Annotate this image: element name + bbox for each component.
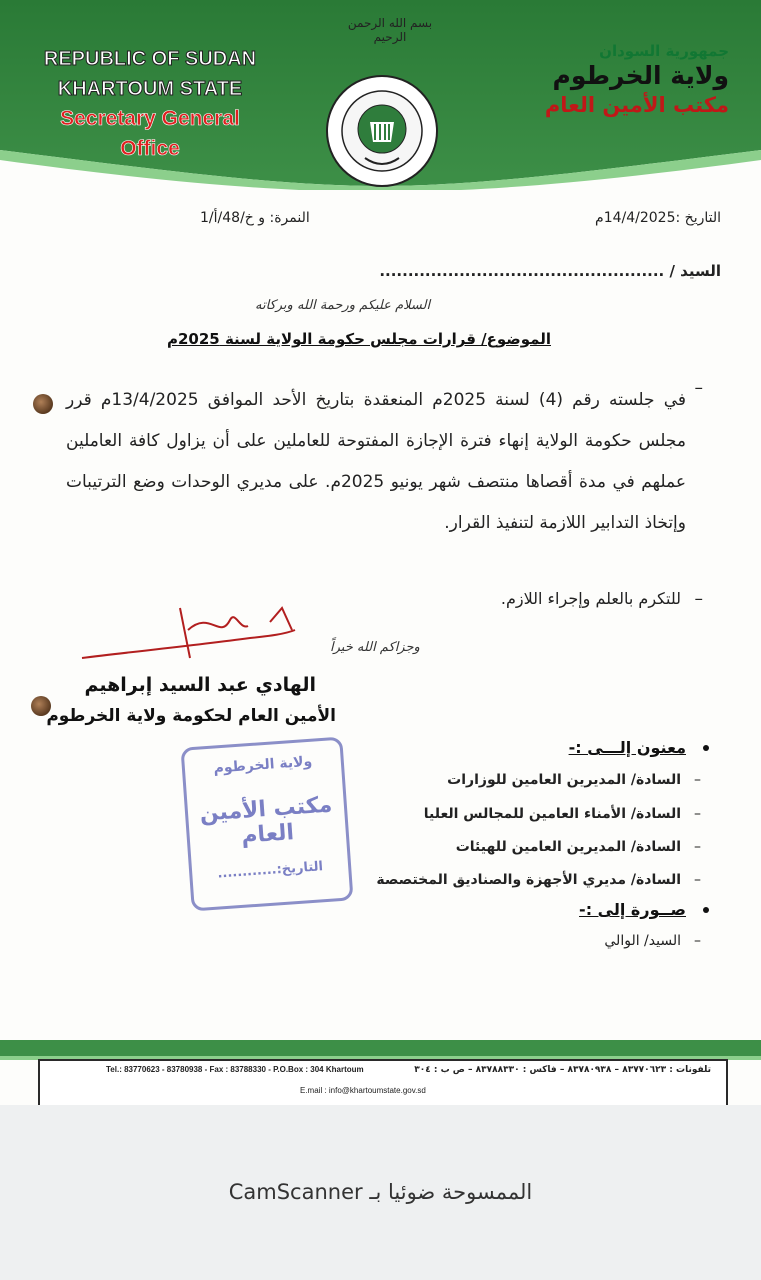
arabic-header — [509, 42, 729, 118]
footer-email: E.mail : info@khartoumstate.gov.sd — [300, 1086, 426, 1095]
addressed-to-item: السادة/ الأمناء العامين للمجالس العليا — [423, 806, 681, 822]
signatory-title: الأمين العام لحكومة ولاية الخرطوم — [46, 706, 336, 726]
en-state: KHARTOUM STATE — [57, 78, 243, 100]
bullet — [703, 745, 709, 751]
copy-to-item: السيد/ الوالي — [604, 933, 681, 949]
stamp-date: التاريخ:............ — [216, 859, 324, 882]
addressee-line: السيد / .................................................. — [379, 262, 721, 280]
signatory-name: الهادي عبد السيد إبراهيم — [84, 674, 316, 696]
camscanner-label: الممسوحة ضوئيا بـ CamScanner — [228, 1180, 533, 1204]
addressed-to-item: السادة/ المديرين العامين للوزارات — [447, 772, 681, 788]
dash-marker: – — [694, 872, 701, 888]
dash-marker: – — [694, 806, 701, 822]
closing-line: وجزاكم الله خيراً — [330, 640, 420, 655]
dash-marker: – — [694, 839, 701, 855]
copy-to-title: صــورة إلى :- — [579, 900, 686, 919]
dash-marker: – — [694, 933, 701, 949]
bismillah: بسم الله الرحمن الرحيم — [347, 16, 433, 44]
letter-date: التاريخ :14/4/2025م — [595, 210, 721, 226]
decision-paragraph: في جلسته رقم (4) لسنة 2025م المنعقدة بتاريخ الأحد الموافق 13/4/2025م قرر مجلس حكومة الولاية إنهاء فترة الإجازة المفتوحة للعاملين على أن يزاول كافة العاملين عملهم في مدة أقصاها منتصف شهر يونيو 2025م. على مديري الوحدات وضع الترتيبات وإتخاذ التدابير اللازمة لتنفيذ القرار. — [66, 390, 686, 533]
footer-contact-ar: تلفونات : ٨٣٧٧٠٦٢٣ – ٨٣٧٨٠٩٣٨ – فاكس : ٨٣٧٨٨٣٣٠ – ص ب : ٣٠٤ — [414, 1065, 711, 1075]
dash-marker: – — [694, 378, 703, 398]
en-office: Secretary General Office — [60, 107, 240, 160]
dash-marker: – — [694, 772, 701, 788]
dash-marker: – — [694, 589, 703, 609]
ar-office: مكتب الأمين العام — [544, 93, 729, 117]
subject-line: الموضوع/ قرارات مجلس حكومة الولاية لسنة 2025م — [166, 330, 551, 348]
english-header — [30, 44, 270, 164]
stamp-state: ولاية الخرطوم — [213, 753, 313, 777]
bullet — [703, 907, 709, 913]
footer-contact-en: Tel.: 83770623 - 83780938 - Fax : 83788330 - P.O.Box : 304 Khartoum — [106, 1065, 364, 1074]
addressed-to-item: السادة/ مديري الأجهزة والصناديق المختصصة — [376, 872, 681, 888]
en-republic: REPUBLIC OF SUDAN — [43, 48, 257, 70]
office-stamp — [180, 737, 353, 912]
stamp-office: مكتب الأمين العام — [198, 792, 334, 849]
ar-state: ولاية الخرطوم — [552, 61, 729, 90]
punch-hole — [33, 394, 53, 414]
addressed-to-title: معنون إلـــى :- — [568, 738, 686, 757]
greeting: السلام عليكم ورحمة الله وبركاته — [255, 298, 431, 313]
signature — [70, 600, 340, 670]
request-paragraph: للتكرم بالعلم وإجراء اللازم. — [500, 589, 681, 608]
ar-republic: جمهورية السودان — [599, 42, 729, 60]
letter-reference: النمرة: و خ/48/أ/1 — [200, 210, 310, 226]
state-emblem-icon — [325, 74, 440, 189]
addressed-to-item: السادة/ المديرين العامين للهيئات — [455, 839, 681, 855]
